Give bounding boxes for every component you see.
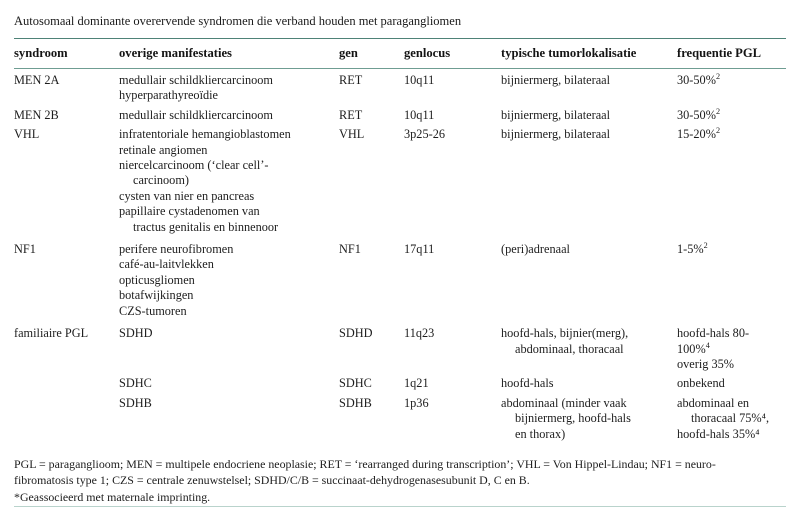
manifestatie-line: perifere neurofibromen (119, 242, 234, 257)
manifestatie-line: carcinoom) (133, 173, 189, 188)
column-header-genlocus: genlocus (404, 39, 501, 69)
frequentie-value: hoofd-hals 80-100%$^4$ (677, 326, 750, 356)
lokalisatie-line: bijniermerg, bilateraal (501, 107, 611, 122)
cell-frequentie (677, 372, 786, 391)
frequentie-reference-marker: 2 (703, 240, 708, 250)
lokalisatie-line: bijniermerg, bilateraal (501, 73, 611, 87)
cell-genlocus: 1p36 (404, 395, 429, 410)
cell-gen: SDHD (339, 326, 373, 341)
frequentie-reference-marker: 4 (705, 340, 710, 350)
cell-lokalisatie (501, 123, 677, 235)
cell-syndroom: MEN 2A (14, 73, 60, 87)
lokalisatie-line: bijniermerg, bilateraal (501, 127, 611, 142)
table-head (14, 39, 786, 69)
manifestatie-line: cysten van nier en pancreas (119, 188, 255, 203)
manifestatie-line: niercelcarcinoom (‘clear cell’- (119, 158, 269, 173)
cell-gen: VHL (339, 127, 365, 142)
frequentie-value: abdominaal en (677, 395, 750, 410)
table-row (14, 392, 786, 442)
cell-gen: NF1 (339, 242, 361, 257)
cell-gen: SDHB (339, 395, 372, 410)
cell-lokalisatie (501, 372, 677, 391)
column-header-manifestaties: overige manifestaties (119, 39, 339, 69)
header-row (14, 39, 786, 69)
frequentie-reference-marker: 2 (715, 126, 721, 136)
footnote-line-1: PGL = paraganglioom; MEN = multipele endocriene neoplasie; RET = ‘rearranged during transcription’; VHL = Von Hippel-Lindau; NF1 = neuro- (14, 456, 716, 471)
frequentie-value: 15-20%$^2$ (677, 126, 721, 142)
frequentie-reference-marker: 2 (715, 71, 721, 81)
cell-gen: SDHC (339, 376, 372, 391)
column-header-frequentie: frequentie PGL (677, 39, 786, 69)
manifestatie-line: tractus genitalis en binnenoor (133, 219, 279, 234)
cell-genlocus: 11q23 (404, 326, 435, 341)
lokalisatie-line: hoofd-hals (501, 376, 554, 391)
frequentie-extra-line: hoofd-hals 35%⁴ (677, 426, 760, 441)
manifestatie-line: SDHC (119, 376, 152, 391)
manifestatie-line: opticusgliomen (119, 272, 195, 287)
cell-syndroom: familiaire PGL (14, 326, 89, 341)
cell-gen: RET (339, 73, 363, 87)
manifestatie-line: papillaire cystadenomen van (119, 204, 260, 219)
manifestatie-line: CZS-tumoren (119, 303, 187, 318)
table-row (14, 104, 786, 123)
table-row (14, 235, 786, 319)
cell-lokalisatie (501, 69, 677, 104)
frequentie-extra-line: thoracaal 75%⁴, (691, 411, 770, 426)
footnote-line-2: fibromatosis type 1; CZS = centrale zenuwstelsel; SDHD/C/B = succinaat-dehydrogenasesubunit D, C en B. (14, 473, 530, 488)
column-header-lokalisatie: typische tumorlokalisatie (501, 39, 677, 69)
cell-manifestaties (119, 104, 339, 123)
cell-manifestaties (119, 235, 339, 319)
manifestatie-line: hyperparathyreoïdie (119, 88, 219, 103)
manifestatie-line: infratentoriale hemangioblastomen (119, 127, 291, 142)
cell-genlocus: 1q21 (404, 376, 429, 391)
cell-frequentie (677, 123, 786, 235)
manifestatie-line: retinale angiomen (119, 142, 208, 157)
cell-manifestaties (119, 372, 339, 391)
cell-frequentie (677, 235, 786, 319)
cell-frequentie (677, 69, 786, 104)
column-header-syndroom: syndroom (14, 39, 119, 69)
manifestatie-line: medullair schildkliercarcinoom (119, 107, 273, 122)
manifestatie-line: medullair schildkliercarcinoom (119, 73, 273, 87)
cell-manifestaties (119, 392, 339, 442)
cell-syndroom: VHL (14, 127, 40, 142)
column-header-gen: gen (339, 39, 404, 69)
manifestatie-line: SDHB (119, 395, 152, 410)
cell-genlocus: 17q11 (404, 242, 435, 257)
lokalisatie-line: bijniermerg, hoofd-hals (515, 411, 631, 426)
cell-frequentie (677, 319, 786, 372)
frequentie-value: 30-50%$^2$ (677, 71, 721, 87)
table-row (14, 69, 786, 104)
cell-syndroom (14, 372, 119, 391)
cell-gen: RET (339, 107, 363, 122)
cell-frequentie (677, 392, 786, 442)
frequentie-reference-marker: 2 (715, 106, 721, 116)
frequentie-value: 30-50%$^2$ (677, 106, 721, 122)
cell-lokalisatie (501, 104, 677, 123)
cell-lokalisatie (501, 319, 677, 372)
cell-frequentie (677, 104, 786, 123)
frequentie-value: 1-5%$^2$ (677, 240, 708, 257)
lokalisatie-line: (peri)adrenaal (501, 242, 570, 257)
cell-manifestaties (119, 69, 339, 104)
table-row (14, 319, 786, 372)
cell-genlocus: 10q11 (404, 73, 435, 87)
table-row (14, 123, 786, 235)
frequentie-extra-line: overig 35% (677, 356, 735, 371)
paraganglioma-syndromes-table (14, 39, 786, 442)
cell-genlocus: 3p25-26 (404, 127, 445, 142)
table-caption: Autosomaal dominante overervende syndromen die verband houden met paragangliomen (14, 14, 462, 28)
table-footnotes (14, 442, 786, 505)
frequentie-value: onbekend (677, 376, 725, 391)
cell-genlocus: 10q11 (404, 107, 435, 122)
cell-syndroom: MEN 2B (14, 107, 59, 122)
cell-syndroom (14, 392, 119, 442)
cell-lokalisatie (501, 235, 677, 319)
manifestatie-line: SDHD (119, 326, 153, 341)
table-body (14, 69, 786, 442)
footnote-line-3: *Geassocieerd met maternale imprinting. (14, 489, 211, 504)
manifestatie-line: café-au-laitvlekken (119, 257, 214, 272)
cell-manifestaties (119, 319, 339, 372)
table-row (14, 372, 786, 391)
rule-bottom (14, 506, 786, 507)
cell-manifestaties (119, 123, 339, 235)
lokalisatie-line: hoofd-hals, bijnier(merg), (501, 326, 629, 341)
manifestatie-line: botafwijkingen (119, 288, 194, 303)
lokalisatie-line: en thorax) (515, 426, 566, 441)
lokalisatie-line: abdominaal, thoracaal (515, 341, 624, 356)
lokalisatie-line: abdominaal (minder vaak (501, 395, 627, 410)
cell-lokalisatie (501, 392, 677, 442)
cell-syndroom: NF1 (14, 242, 36, 257)
